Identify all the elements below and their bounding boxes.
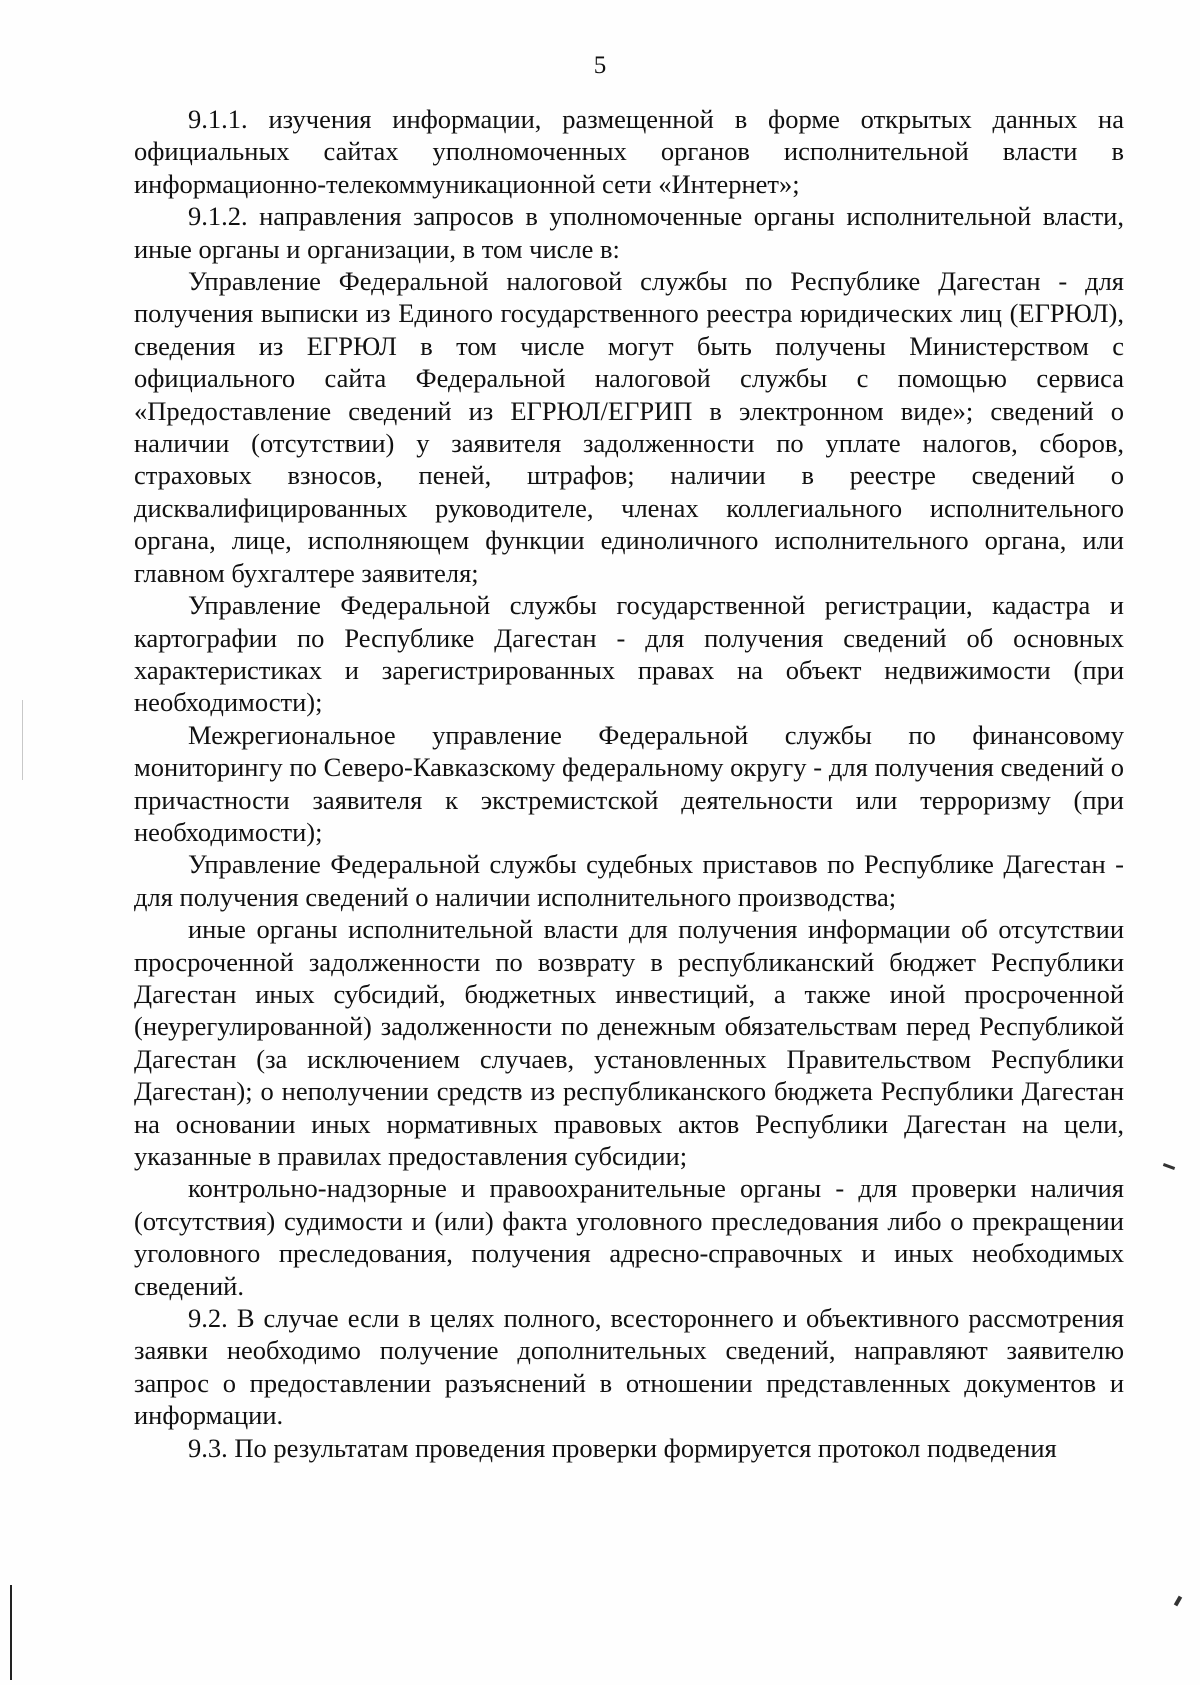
page-number: 5 — [593, 52, 607, 79]
scan-artifact-edge — [10, 1585, 12, 1680]
paragraph-other-authorities: иные органы исполнительной власти для получения информации об отсутствии просроченной задолженности по возврату в республиканский бюджет Республики Дагестан иных субсидий, бюджетных инвестиций, а также иной просроченной (неурегулированной) задолженности по денежным обязательствам перед Республикой Дагестан (за исключением случаев, установленных Правительством Республики Дагестан); о неполучении средств из республиканского бюджета Республики Дагестан на основании иных нормативных правовых актов Республики Дагестан на цели, указанные в правилах предоставления субсидии; — [134, 914, 1124, 1171]
scan-artifact-corner — [1174, 1596, 1182, 1607]
paragraph-registration-service: Управление Федеральной службы государственной регистрации, кадастра и картографии по Республике Дагестан - для получения сведений об основных характеристиках и зарегистрированных правах на объект недвижимости (при необходимости); — [134, 590, 1124, 718]
paragraph-9-1-1: 9.1.1. изучения информации, размещенной в форме открытых данных на официальных сайтах уполномоченных органов исполнительной власти в информационно-телекоммуникационной сети «Интернет»; — [134, 104, 1124, 199]
scan-artifact-line — [22, 700, 23, 780]
paragraph-tax-service: Управление Федеральной налоговой службы по Республике Дагестан - для получения выписки из Единого государственного реестра юридических лиц (ЕГРЮЛ), сведения из ЕГРЮЛ в том числе могут быть получены Министерством с официального сайта Федеральной налоговой службы с помощью сервиса «Предоставление сведений из ЕГРЮЛ/ЕГРИП в электронном виде»; сведений о наличии (отсутствии) у заявителя задолженности по уплате налогов, сборов, страховых взносов, пеней, штрафов; наличии в реестре сведений о дисквалифицированных руководителе, членах коллегиального исполнительного органа, лице, исполняющем функции единоличного исполнительного органа, или главном бухгалтере заявителя; — [134, 266, 1124, 588]
paragraph-9-1-2: 9.1.2. направления запросов в уполномоченные органы исполнительной власти, иные органы и организации, в том числе в: — [134, 201, 1124, 264]
paragraph-9-2: 9.2. В случае если в целях полного, всестороннего и объективного рассмотрения заявки необходимо получение дополнительных сведений, направляют заявителю запрос о предоставлении разъяснений в отношении представленных документов и информации. — [134, 1303, 1124, 1431]
paragraph-9-3: 9.3. По результатам проведения проверки формируется протокол подведения — [188, 1432, 1057, 1463]
scan-artifact-mark — [1163, 1163, 1175, 1170]
document-body — [134, 103, 1124, 1464]
paragraph-bailiff-service: Управление Федеральной службы судебных приставов по Республике Дагестан - для получения сведений о наличии исполнительного производства; — [134, 849, 1124, 912]
paragraph-law-enforcement: контрольно-надзорные и правоохранительные органы - для проверки наличия (отсутствия) судимости и (или) факта уголовного преследования либо о прекращении уголовного преследования, получения адресно-справочных и иных необходимых сведений. — [134, 1173, 1124, 1301]
paragraph-financial-monitoring: Межрегиональное управление Федеральной службы по финансовому мониторингу по Северо-Кавказскому федеральному округу - для получения сведений о причастности заявителя к экстремистской деятельности или терроризму (при необходимости); — [134, 719, 1124, 847]
